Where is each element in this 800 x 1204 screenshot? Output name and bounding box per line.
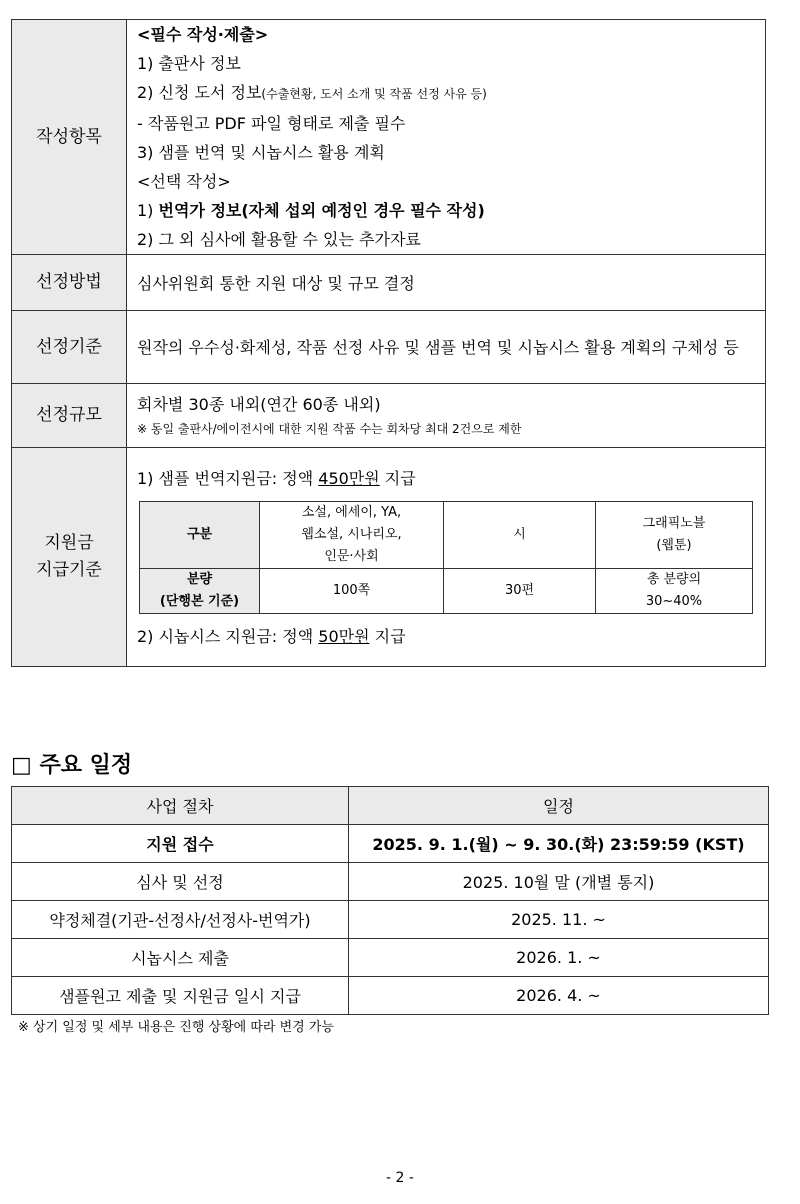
row-items: [12, 20, 766, 255]
payment-item-2: [137, 622, 755, 651]
page-number: - 2 -: [386, 1170, 414, 1186]
schedule-step: 심사 및 선정: [12, 863, 349, 901]
req-item-2-detail: (수출현황, 도서 소개 및 작품 선정 사유 등): [261, 87, 487, 101]
schedule-date: 2025. 11. ~: [349, 901, 769, 939]
genre-graphic-line2: (웹툰): [656, 537, 692, 553]
req-item-3: 3) 샘플 번역 및 시놉시스 활용 계획: [137, 143, 385, 162]
schedule-row: [12, 939, 769, 977]
schedule-step: 샘플원고 제출 및 지원금 일시 지급: [12, 977, 349, 1015]
sub-table-amount-row: [140, 568, 753, 613]
items-content: [127, 20, 766, 255]
method-text: 심사위원회 통한 지원 대상 및 규모 결정: [127, 255, 766, 311]
optional-heading: <선택 작성>: [137, 172, 231, 191]
payment-item-2-pre: 2) 시놉시스 지원금: 정액: [137, 626, 319, 646]
label-payment-line1: 지원금: [44, 533, 94, 553]
amount-graphic-line2: 30~40%: [645, 593, 703, 609]
payment-item-2-amount: 50만원: [318, 626, 370, 646]
schedule-step: 약정체결(기관-선정사/선정사-번역가): [12, 901, 349, 939]
schedule-row: [12, 977, 769, 1015]
amount-label-line1: 분량: [186, 571, 213, 587]
label-method: 선정방법: [12, 255, 127, 311]
schedule-section-title: □ 주요 일정: [11, 753, 133, 778]
schedule-date: 2026. 1. ~: [349, 939, 769, 977]
info-table: [11, 19, 766, 667]
criteria-text: 원작의 우수성·화제성, 작품 선정 사유 및 샘플 번역 및 시놉시스 활용 계획의 구체성 등: [137, 337, 739, 357]
schedule-date: 2025. 9. 1.(월) ~ 9. 30.(화) 23:59:59 (KST): [349, 825, 769, 863]
payment-item-1-pre: 1) 샘플 번역지원금: 정액: [137, 468, 319, 488]
req-item-2-main: 2) 신청 도서 정보: [137, 83, 262, 102]
schedule-row: [12, 825, 769, 863]
schedule-header-row: [12, 787, 769, 825]
genre-prose-line3: 인문·사회: [324, 548, 379, 564]
payment-item-1-post: 지급: [379, 468, 416, 488]
genre-prose-line1: 소설, 에세이, YA,: [301, 504, 402, 520]
schedule-date: 2025. 10월 말 (개별 통지): [349, 863, 769, 901]
payment-item-2-post: 지급: [369, 626, 406, 646]
schedule-row: [12, 901, 769, 939]
required-heading: <필수 작성·제출>: [137, 25, 269, 44]
genre-cell-graphic: [596, 501, 753, 568]
amount-prose: 100쪽: [260, 568, 444, 613]
payment-item-1-amount: 450만원: [318, 468, 380, 488]
label-payment-line2: 지급기준: [36, 560, 102, 580]
scale-content: [127, 384, 766, 448]
opt-item-2: 2) 그 외 심사에 활용할 수 있는 추가자료: [137, 230, 421, 249]
opt-item-1-text: 번역가 정보(자체 섭외 예정인 경우 필수 작성): [158, 201, 485, 220]
amount-graphic: [596, 568, 753, 613]
row-criteria: [12, 311, 766, 384]
schedule-step: 지원 접수: [12, 825, 349, 863]
schedule-header-step: 사업 절차: [12, 787, 349, 825]
row-method: [12, 255, 766, 311]
schedule-step: 시놉시스 제출: [12, 939, 349, 977]
payment-content: [127, 448, 766, 667]
amount-sub-table: [139, 501, 753, 614]
sub-table-genre-row: [140, 501, 753, 568]
genre-cell-poetry: 시: [444, 501, 596, 568]
genre-graphic-line1: 그래픽노블: [642, 515, 706, 531]
label-criteria: 선정기준: [12, 311, 127, 384]
payment-item-1: [137, 464, 755, 493]
amount-label-line2: (단행본 기준): [159, 593, 240, 609]
label-items: 작성항목: [12, 20, 127, 255]
schedule-date: 2026. 4. ~: [349, 977, 769, 1015]
scale-text: 회차별 30종 내외(연간 60종 내외): [137, 394, 381, 414]
req-item-2-sub: - 작품원고 PDF 파일 형태로 제출 필수: [137, 114, 406, 133]
genre-cell-prose: [260, 501, 444, 568]
req-item-1: 1) 출판사 정보: [137, 54, 241, 73]
req-item-2: [137, 78, 755, 109]
schedule-row: [12, 863, 769, 901]
schedule-note: ※ 상기 일정 및 세부 내용은 진행 상황에 따라 변경 가능: [18, 1020, 334, 1035]
amount-label-cell: [140, 568, 260, 613]
criteria-content: [127, 311, 766, 384]
scale-note: ※ 동일 출판사/에이전시에 대한 지원 작품 수는 회차당 최대 2건으로 제한: [137, 421, 522, 436]
row-scale: [12, 384, 766, 448]
row-payment: [12, 448, 766, 667]
amount-poetry: 30편: [444, 568, 596, 613]
label-scale: 선정규모: [12, 384, 127, 448]
opt-item-1: [137, 196, 755, 225]
schedule-header-date: 일정: [349, 787, 769, 825]
sub-header-label: 구분: [140, 501, 260, 568]
genre-prose-line2: 웹소설, 시나리오,: [301, 526, 402, 542]
amount-graphic-line1: 총 분량의: [646, 571, 702, 587]
schedule-table: [11, 786, 769, 1015]
opt-item-1-num: 1): [137, 201, 159, 220]
label-payment: [12, 448, 127, 667]
